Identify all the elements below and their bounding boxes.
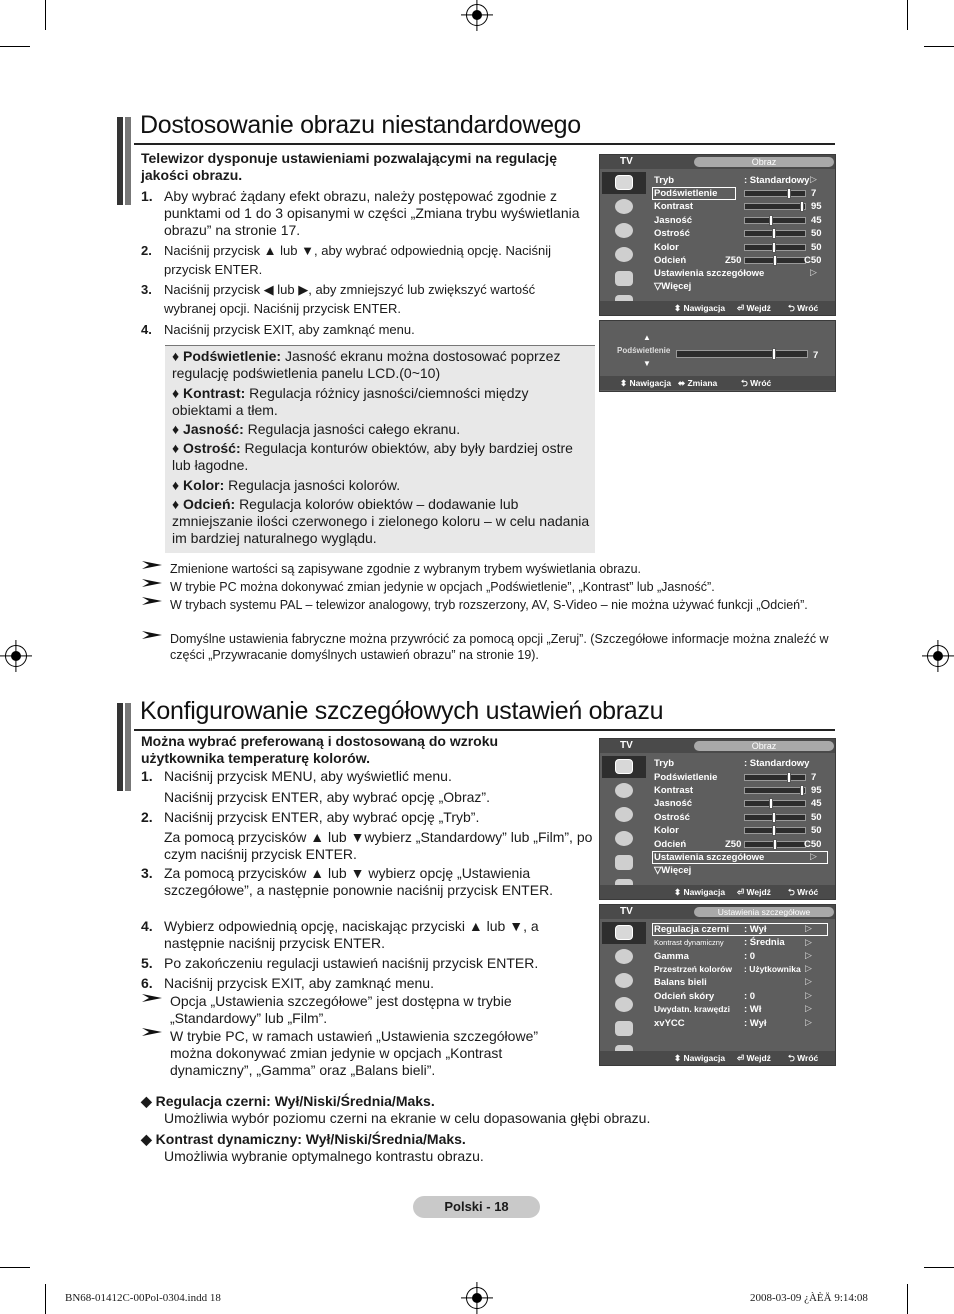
osd-row-label[interactable]: Kontrast dynamiczny bbox=[654, 938, 724, 947]
down-arrow-icon: ▼ bbox=[643, 359, 651, 368]
osd-row-value: : Użytkownika bbox=[744, 964, 801, 974]
option-item: ♦ Jasność: Regulacja jasności całego ekranu. bbox=[172, 421, 461, 437]
feature-item: ◆ Kontrast dynamiczny: Wył/Niski/Średnia/Maks. bbox=[141, 1131, 466, 1147]
osd-arrow-icon: ▷ bbox=[805, 1003, 812, 1013]
osd-picture-menu bbox=[599, 154, 836, 316]
osd-row-value: 95 bbox=[811, 785, 822, 796]
osd-tint-left: Z50 bbox=[725, 839, 742, 850]
registration-mark-icon bbox=[466, 1287, 488, 1309]
crop-mark bbox=[0, 46, 30, 47]
picture-icon[interactable] bbox=[602, 756, 646, 778]
osd-row-value: : Wył bbox=[744, 1018, 767, 1029]
osd-footer bbox=[600, 301, 835, 315]
input-icon[interactable] bbox=[602, 1018, 646, 1040]
note-text: Opcja „Ustawienia szczegółowe” jest dostępna w trybie „Standardowy” lub „Film”. bbox=[170, 993, 512, 1026]
up-arrow-icon: ▲ bbox=[643, 333, 651, 342]
osd-detail-menu bbox=[599, 904, 836, 1066]
osd-slider-knob[interactable] bbox=[772, 812, 776, 823]
nav-hint: ⬍ Nawigacja bbox=[674, 887, 726, 897]
setup-icon[interactable] bbox=[602, 994, 646, 1016]
step-number: 1. bbox=[141, 188, 153, 204]
step-text: Naciśnij przycisk ▲ lub ▼, aby wybrać odpowiednią opcję. Naciśnij przycisk ENTER. bbox=[164, 243, 552, 277]
osd-title: Obraz bbox=[694, 157, 834, 167]
osd-row-label[interactable]: Kontrast bbox=[654, 785, 694, 796]
note-arrow-icon bbox=[141, 630, 163, 640]
osd-row-label[interactable]: Podświetlenie bbox=[654, 772, 718, 783]
step-number: 3. bbox=[141, 865, 153, 881]
note-text: Domyślne ustawienia fabryczne można przywrócić za pomocą opcji „Zeruj”. (Szczegółowe informacje można znaleźć w części „Przywracanie domyślnych ustawień obrazu” na stronie 19). bbox=[170, 632, 829, 662]
section-title: Konfigurowanie szczegółowych ustawień obrazu bbox=[140, 697, 664, 725]
osd-slider-knob[interactable] bbox=[772, 228, 776, 239]
enter-hint: ⏎ Wejdź bbox=[737, 1053, 771, 1063]
osd-row-value: 7 bbox=[811, 772, 817, 783]
print-slug-right: 2008-03-09 ¿ÀÈÄ 9:14:08 bbox=[750, 1292, 868, 1304]
step-number: 2. bbox=[141, 809, 153, 825]
osd-row-value: : Standardowy bbox=[744, 758, 810, 769]
step-text: Za pomocą przycisków ▲ lub ▼wybierz „Standardowy” lub „Film”, po czym naciśnij przycisk ENTER. bbox=[164, 829, 593, 862]
registration-mark-icon bbox=[5, 645, 27, 667]
osd-tint-left: Z50 bbox=[725, 255, 742, 266]
option-item: ♦ Podświetlenie: Jasność ekranu można dostosować poprzez regulację podświetlenia panelu LCD.(0~10) bbox=[172, 348, 561, 381]
setup-icon[interactable] bbox=[602, 244, 646, 266]
osd-row-value: 7 bbox=[811, 188, 817, 199]
channel-icon[interactable] bbox=[602, 970, 646, 992]
osd-slider-brightness[interactable] bbox=[744, 800, 806, 807]
osd-row-label[interactable]: Tryb bbox=[654, 175, 675, 186]
note-arrow-icon bbox=[141, 596, 163, 606]
osd-row-label[interactable]: Ostrość bbox=[654, 812, 690, 823]
osd-row-value: 50 bbox=[811, 242, 822, 253]
osd-slider-backlight[interactable] bbox=[744, 190, 806, 197]
option-item: ♦ Kontrast: Regulacja różnicy jasności/ciemności między obiektami a tłem. bbox=[172, 385, 529, 418]
osd-tint-right: C50 bbox=[804, 839, 822, 850]
step-text: Naciśnij przycisk ◀ lub ▶, aby zmniejszyć lub zwiększyć wartość wybranej opcji. Naciśnij przycisk ENTER. bbox=[164, 282, 536, 316]
enter-hint: ⏎ Wejdź bbox=[737, 887, 771, 897]
back-hint: ⮌ Wróć bbox=[788, 1053, 819, 1063]
feature-desc: Umożliwia wybranie optymalnego kontrastu obrazu. bbox=[164, 1148, 484, 1164]
osd-slider-brightness[interactable] bbox=[744, 217, 806, 224]
input-icon[interactable] bbox=[602, 852, 646, 874]
registration-mark-icon bbox=[466, 4, 488, 26]
channel-icon[interactable] bbox=[602, 220, 646, 242]
osd-row-value: 45 bbox=[811, 798, 822, 809]
step-text: Naciśnij przycisk ENTER, aby wybrać opcję „Tryb”. bbox=[164, 809, 480, 825]
back-hint: ⮌ Wróć bbox=[788, 303, 819, 313]
sound-icon[interactable] bbox=[602, 946, 646, 968]
osd-row-label[interactable]: Gamma bbox=[654, 951, 689, 962]
note-arrow-icon bbox=[141, 993, 163, 1003]
osd-picture-menu bbox=[599, 738, 836, 900]
osd-row-value: 50 bbox=[811, 825, 822, 836]
page-number: Polski - 18 bbox=[413, 1196, 540, 1218]
osd-footer bbox=[600, 885, 835, 899]
osd-footer bbox=[600, 1051, 835, 1065]
nav-hint: ⬍ Nawigacja bbox=[620, 378, 672, 388]
osd-slider-contrast[interactable] bbox=[744, 787, 806, 794]
osd-row-label[interactable]: Uwydatn. krawędzi bbox=[654, 1004, 731, 1014]
osd-slider-knob[interactable] bbox=[800, 785, 804, 796]
osd-row-label[interactable]: Kolor bbox=[654, 242, 679, 253]
osd-slider-label: Podświetlenie bbox=[617, 346, 671, 355]
step-text: Naciśnij przycisk MENU, aby wyświetlić menu. bbox=[164, 768, 452, 784]
osd-slider-knob[interactable] bbox=[769, 215, 773, 226]
osd-source-label: TV bbox=[620, 906, 633, 917]
osd-arrow-icon: ▷ bbox=[810, 851, 817, 861]
osd-row-value: 50 bbox=[811, 228, 822, 239]
osd-source-label: TV bbox=[620, 156, 633, 167]
osd-arrow-icon: ▷ bbox=[810, 267, 817, 277]
osd-row-value: : 0 bbox=[744, 991, 756, 1002]
osd-row-value: : 0 bbox=[744, 951, 756, 962]
feature-item: ◆ Regulacja czerni: Wył/Niski/Średnia/Maks. bbox=[141, 1093, 435, 1109]
osd-row-value: 50 bbox=[811, 812, 822, 823]
osd-row-label[interactable]: Ostrość bbox=[654, 228, 690, 239]
note-text: W trybie PC można dokonywać zmian jedynie w opcjach „Podświetlenie”, „Kontrast” lub „Jasność”. bbox=[170, 580, 715, 594]
picture-icon[interactable] bbox=[602, 172, 646, 194]
option-item: ♦ Ostrość: Regulacja konturów obiektów, aby były bardziej ostre lub łagodne. bbox=[172, 440, 573, 473]
step-number: 6. bbox=[141, 975, 153, 991]
osd-slider-popup bbox=[599, 320, 836, 392]
osd-slider-backlight[interactable] bbox=[744, 774, 806, 781]
osd-row-label[interactable]: Tryb bbox=[654, 758, 675, 769]
osd-row-value: : Standardowy bbox=[744, 175, 810, 186]
section-intro: Można wybrać preferowaną i dostosowaną do wzroku użytkownika temperaturę kolorów. bbox=[141, 733, 499, 766]
section-marker bbox=[125, 117, 131, 205]
osd-row-label[interactable]: Ustawienia szczegółowe bbox=[654, 268, 765, 279]
osd-row-label[interactable]: Kontrast bbox=[654, 201, 694, 212]
nav-hint: ⬍ Nawigacja bbox=[674, 303, 726, 313]
note-arrow-icon bbox=[141, 560, 163, 570]
back-hint: ⮌ Wróć bbox=[741, 378, 772, 388]
osd-slider-contrast[interactable] bbox=[744, 203, 806, 210]
note-text: W trybach systemu PAL – telewizor analogowy, tryb rozszerzony, AV, S-Video – nie można używać funkcji „Odcień”. bbox=[170, 598, 808, 612]
osd-slider-knob[interactable] bbox=[772, 825, 776, 836]
step-text: Aby wybrać żądany efekt obrazu, należy postępować zgodnie z punktami od 1 do 3 opisanymi w części „Zmiana trybu wyświetlania obrazu” na stronie 17. bbox=[164, 188, 580, 238]
osd-popup-slider[interactable] bbox=[676, 350, 808, 358]
osd-row-label[interactable]: Balans bieli bbox=[654, 977, 707, 988]
step-text: Za pomocą przycisków ▲ lub ▼ wybierz opcję „Ustawienia szczegółowe”, a następnie ponownie naciśnij przycisk ENTER. bbox=[164, 865, 554, 898]
osd-slider-value: 7 bbox=[813, 350, 819, 361]
osd-footer bbox=[600, 376, 835, 390]
osd-arrow-icon: ▷ bbox=[810, 174, 817, 184]
section-intro: Telewizor dysponuje ustawieniami pozwalającymi na regulację jakości obrazu. bbox=[141, 150, 557, 183]
osd-tint-right: C50 bbox=[804, 255, 822, 266]
osd-slider-knob[interactable] bbox=[772, 348, 776, 360]
osd-row-label[interactable]: Odcień skóry bbox=[654, 991, 715, 1002]
osd-row-value: 45 bbox=[811, 215, 822, 226]
feature-desc: Umożliwia wybór poziomu czerni na ekranie w celu dopasowania głębi obrazu. bbox=[164, 1110, 651, 1126]
osd-title: Ustawienia szczegółowe bbox=[694, 907, 834, 917]
picture-icon[interactable] bbox=[602, 922, 646, 944]
input-icon[interactable] bbox=[602, 268, 646, 290]
step-text: Naciśnij przycisk ENTER, aby wybrać opcję „Obraz”. bbox=[164, 789, 490, 805]
osd-row-value: : Wł bbox=[744, 1004, 762, 1015]
osd-row-value: 95 bbox=[811, 201, 822, 212]
option-item: ♦ Kolor: Regulacja jasności kolorów. bbox=[172, 477, 401, 493]
step-text: Wybierz odpowiednią opcję, naciskając przyciski ▲ lub ▼, a następnie naciśnij przycisk ENTER. bbox=[164, 918, 539, 951]
osd-row-label[interactable]: Kolor bbox=[654, 825, 679, 836]
osd-slider-knob[interactable] bbox=[772, 242, 776, 253]
osd-row-label[interactable]: Odcień bbox=[654, 839, 687, 850]
osd-slider-knob[interactable] bbox=[773, 255, 777, 266]
step-number: 2. bbox=[141, 243, 152, 258]
osd-row-label[interactable]: Regulacja czerni bbox=[654, 924, 729, 935]
osd-slider-knob[interactable] bbox=[787, 772, 791, 783]
options-rule bbox=[165, 345, 595, 346]
section-marker bbox=[117, 117, 123, 205]
osd-more[interactable]: ▽Więcej bbox=[654, 281, 692, 292]
osd-row-value: : Wył bbox=[744, 924, 767, 935]
osd-arrow-icon: ▷ bbox=[805, 923, 812, 933]
step-number: 4. bbox=[141, 322, 152, 337]
step-text: Po zakończeniu regulacji ustawień naciśnij przycisk ENTER. bbox=[164, 955, 539, 971]
step-text: Naciśnij przycisk EXIT, aby zamknąć menu. bbox=[164, 322, 415, 337]
step-number: 5. bbox=[141, 955, 153, 971]
osd-arrow-icon: ▷ bbox=[805, 937, 812, 947]
osd-arrow-icon: ▷ bbox=[805, 976, 812, 986]
section-rule bbox=[134, 143, 835, 145]
sound-icon[interactable] bbox=[602, 780, 646, 802]
section-title: Dostosowanie obrazu niestandardowego bbox=[140, 111, 581, 139]
osd-row-label[interactable]: Przestrzeń kolorów bbox=[654, 964, 732, 974]
crop-mark bbox=[907, 1284, 908, 1314]
osd-arrow-icon: ▷ bbox=[805, 990, 812, 1000]
osd-arrow-icon: ▷ bbox=[805, 1017, 812, 1027]
osd-source-label: TV bbox=[620, 740, 633, 751]
change-hint: ⬌ Zmiana bbox=[678, 378, 718, 388]
osd-row-label[interactable]: Jasność bbox=[654, 798, 693, 809]
setup-icon[interactable] bbox=[602, 828, 646, 850]
osd-slider-knob[interactable] bbox=[769, 798, 773, 809]
sound-icon[interactable] bbox=[602, 196, 646, 218]
osd-row-label[interactable]: Jasność bbox=[654, 215, 693, 226]
step-number: 4. bbox=[141, 918, 153, 934]
crop-mark bbox=[45, 1284, 46, 1314]
osd-row-value: : Średnia bbox=[744, 937, 785, 948]
channel-icon[interactable] bbox=[602, 804, 646, 826]
osd-arrow-icon: ▷ bbox=[805, 950, 812, 960]
crop-mark bbox=[45, 0, 46, 30]
note-text: Zmienione wartości są zapisywane zgodnie z wybranym trybem wyświetlania obrazu. bbox=[170, 562, 642, 576]
option-item: ♦ Odcień: Regulacja kolorów obiektów – dodawanie lub zmniejszanie ilości czerwonego i zielonego koloru – w celu nadania im bardziej naturalnego wyglądu. bbox=[172, 496, 590, 546]
nav-hint: ⬍ Nawigacja bbox=[674, 1053, 726, 1063]
step-number: 1. bbox=[141, 768, 153, 784]
osd-row-label[interactable]: Podświetlenie bbox=[654, 188, 718, 199]
crop-mark bbox=[924, 1267, 954, 1268]
osd-slider-knob[interactable] bbox=[800, 201, 804, 212]
osd-row-label[interactable]: xvYCC bbox=[654, 1018, 685, 1029]
crop-mark bbox=[907, 0, 908, 30]
section-marker bbox=[125, 703, 131, 791]
step-text: Naciśnij przycisk EXIT, aby zamknąć menu. bbox=[164, 975, 434, 991]
section-marker bbox=[117, 703, 123, 791]
crop-mark bbox=[0, 1267, 30, 1268]
section-rule bbox=[134, 729, 835, 731]
osd-more[interactable]: ▽Więcej bbox=[654, 865, 692, 876]
print-slug-left: BN68-01412C-00Pol-0304.indd 18 bbox=[65, 1292, 221, 1304]
step-number: 3. bbox=[141, 282, 152, 297]
back-hint: ⮌ Wróć bbox=[788, 887, 819, 897]
osd-row-label[interactable]: Ustawienia szczegółowe bbox=[654, 852, 765, 863]
registration-mark-icon bbox=[927, 645, 949, 667]
crop-mark bbox=[924, 46, 954, 47]
osd-row-label[interactable]: Odcień bbox=[654, 255, 687, 266]
osd-arrow-icon: ▷ bbox=[805, 963, 812, 973]
note-arrow-icon bbox=[141, 578, 163, 588]
enter-hint: ⏎ Wejdź bbox=[737, 303, 771, 313]
osd-title: Obraz bbox=[694, 741, 834, 751]
osd-slider-knob[interactable] bbox=[787, 188, 791, 199]
note-arrow-icon bbox=[141, 1027, 163, 1037]
osd-slider-knob[interactable] bbox=[773, 839, 777, 850]
note-text: W trybie PC, w ramach ustawień „Ustawienia szczegółowe” można dokonywać zmian jedynie w opcjach „Kontrast dynamiczny”, „Gamma” oraz „Balans bieli”. bbox=[170, 1028, 539, 1078]
